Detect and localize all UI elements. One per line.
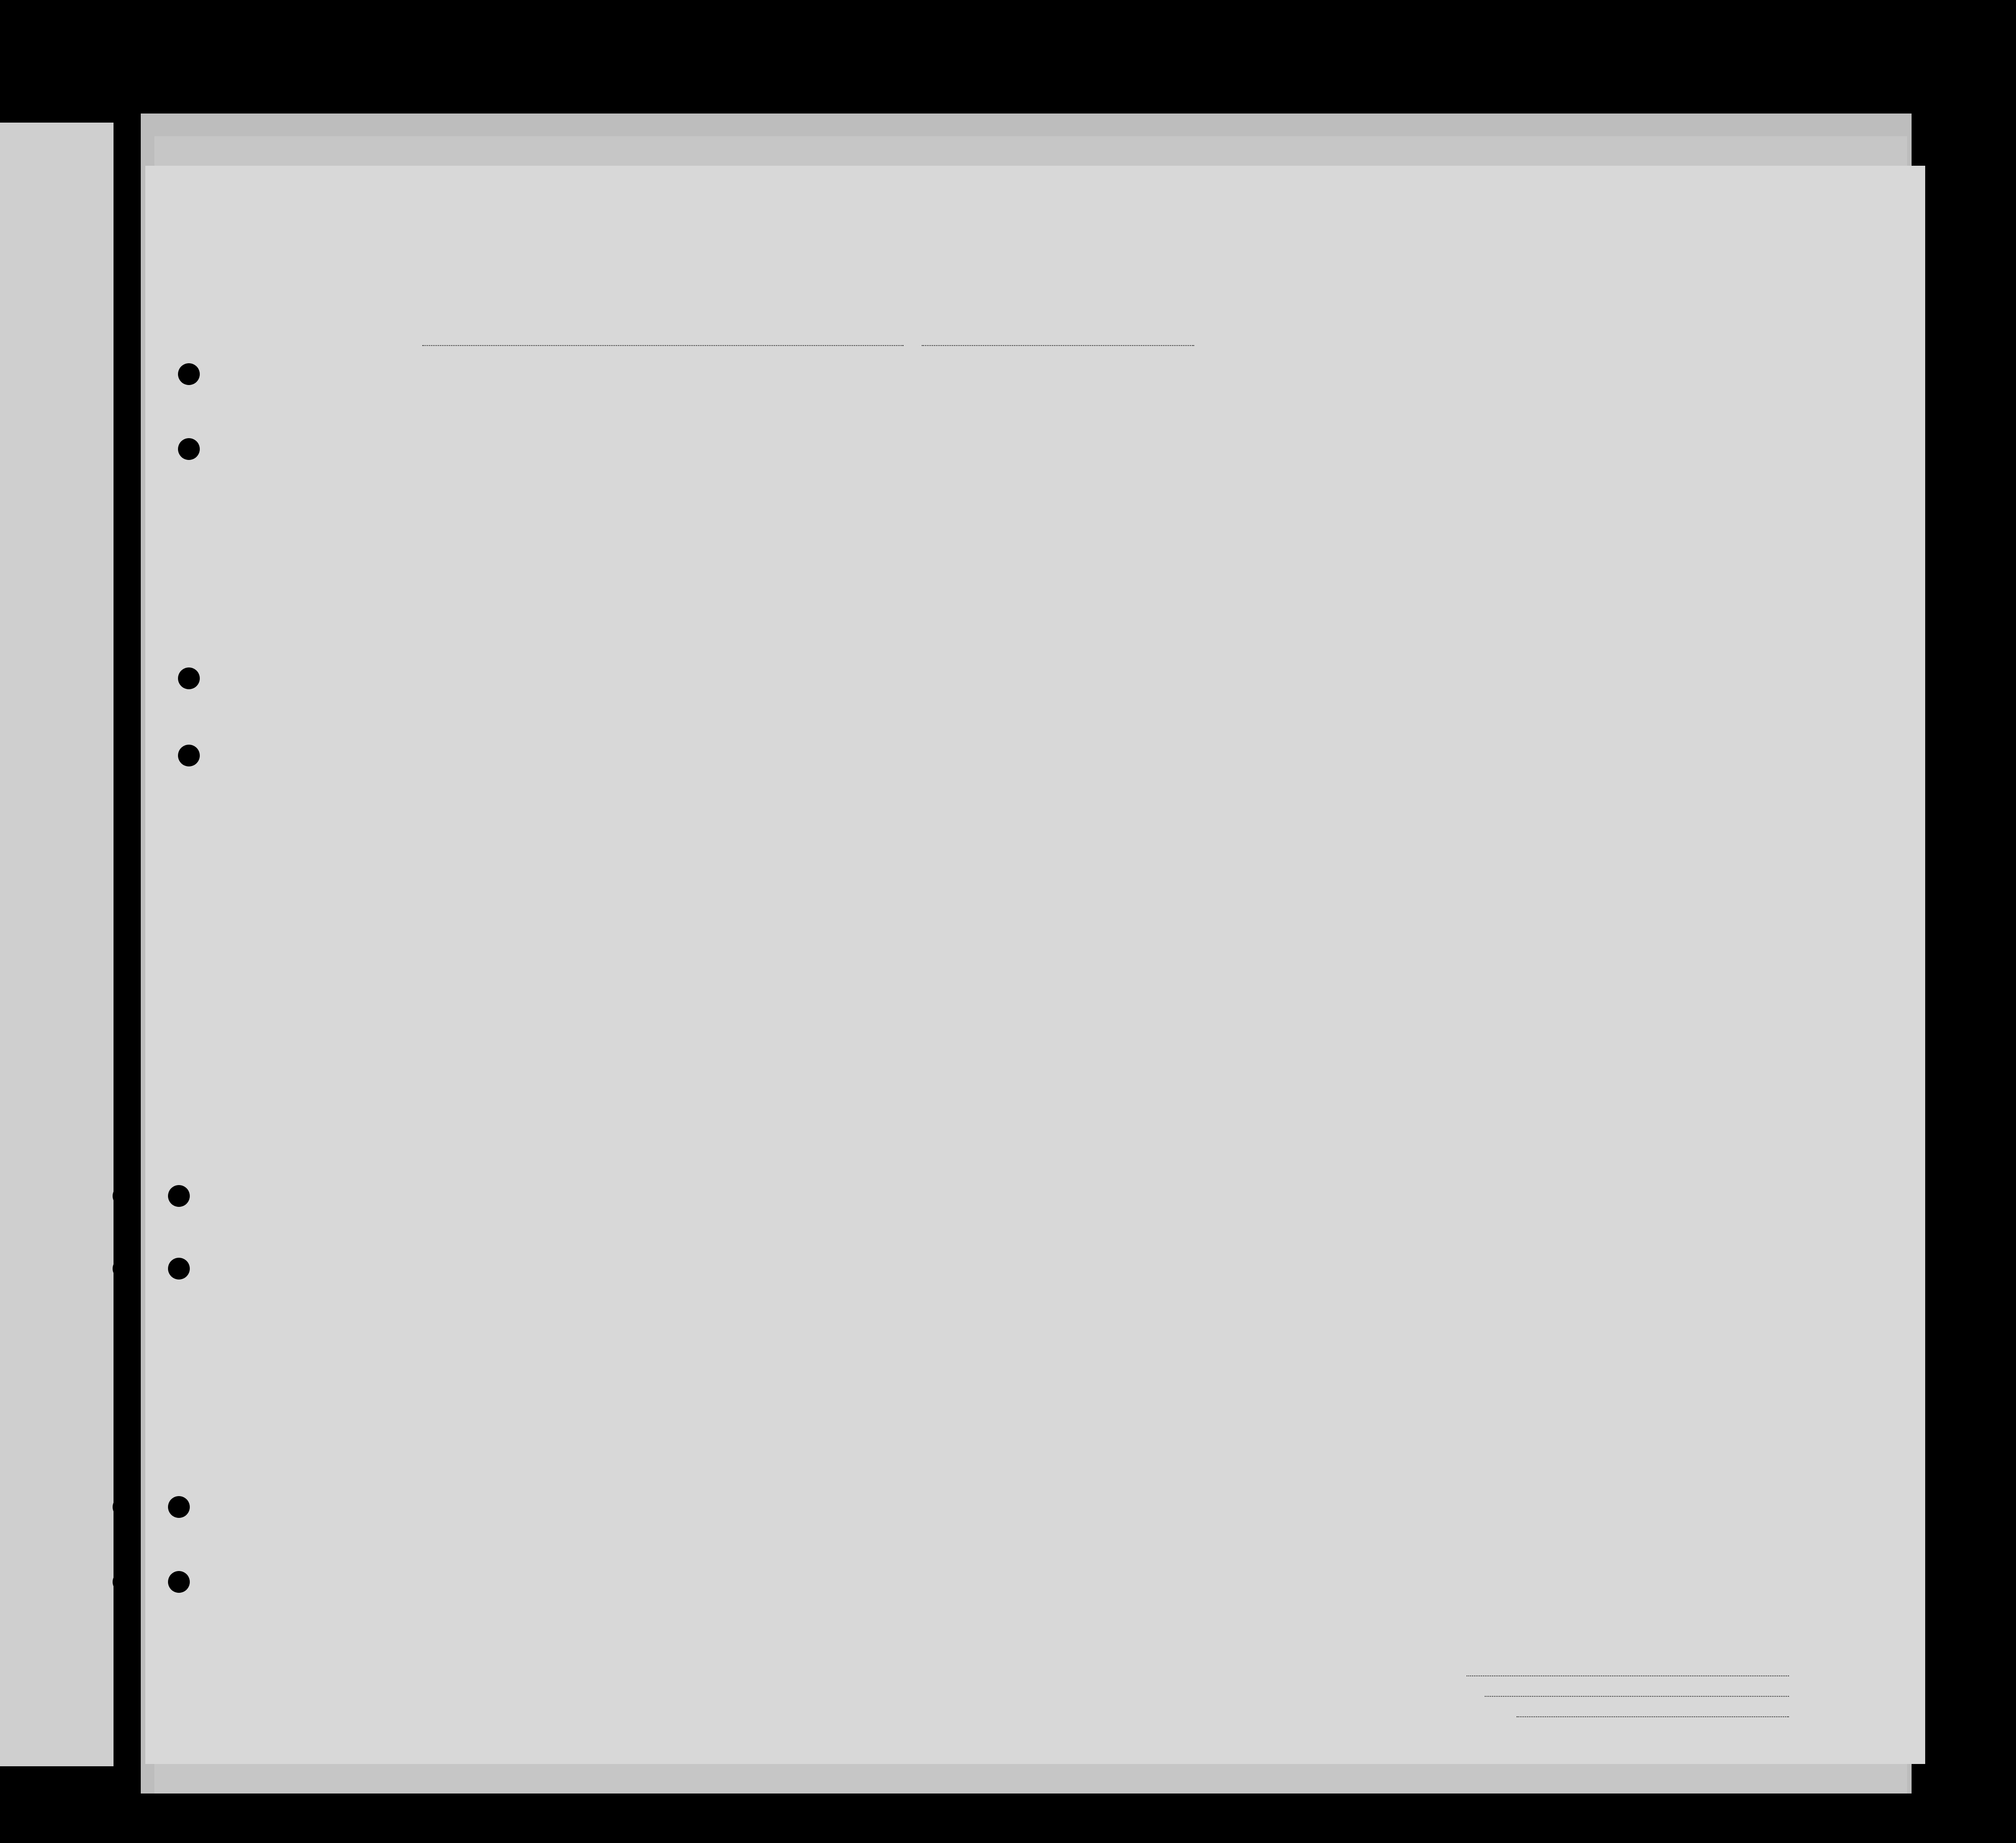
header-ticket [639, 409, 667, 518]
header-c30 [1453, 415, 1469, 520]
header-purpose-c [1243, 431, 1273, 522]
left-edge-sheet [0, 123, 114, 1766]
header-feet [1597, 495, 1620, 522]
header-c29 [1413, 415, 1452, 520]
header-c26 [1319, 415, 1338, 520]
header-purpose-a [1177, 431, 1207, 522]
header-possession-50 [754, 409, 781, 518]
manifest-sheet [145, 166, 1925, 1764]
header-c28 [1368, 415, 1411, 520]
header-c31 [1471, 415, 1487, 520]
header-c25 [1280, 415, 1311, 520]
header-inches [1621, 486, 1644, 522]
header-c27 [1343, 415, 1361, 520]
header-purpose-b [1210, 431, 1240, 522]
